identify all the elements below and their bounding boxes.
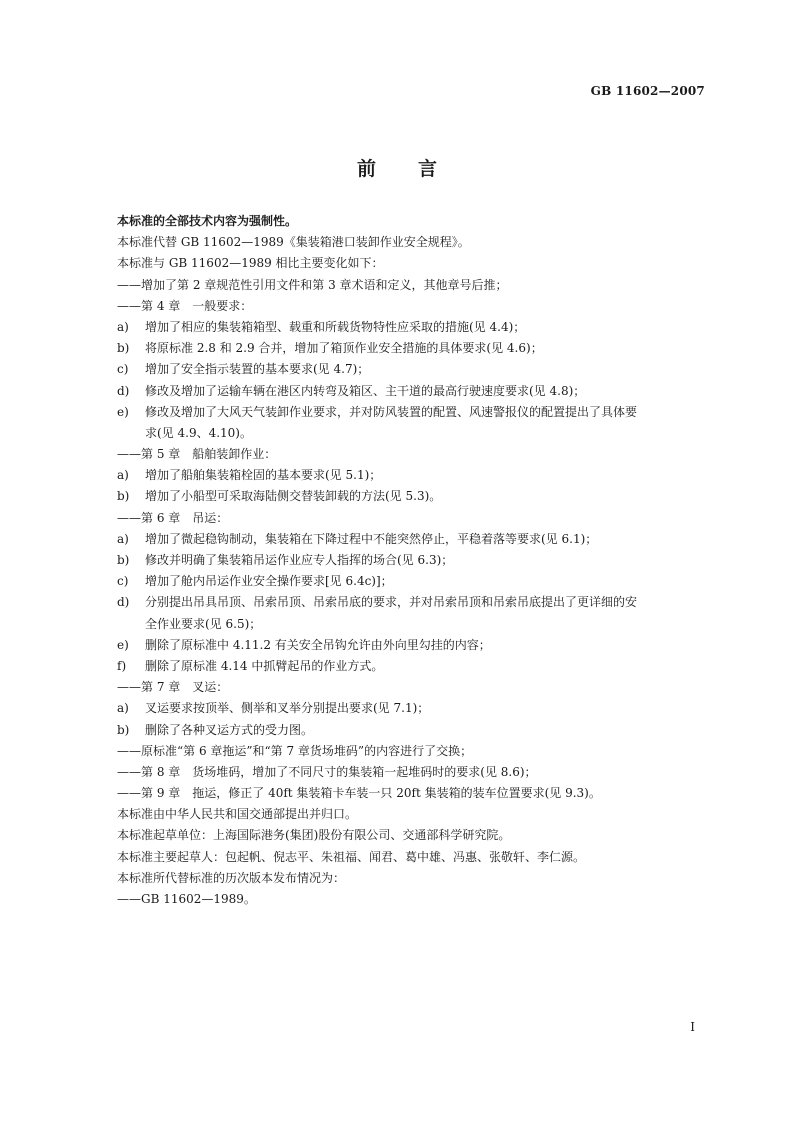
- list-item-text: [145, 592, 717, 634]
- page-title-char-1: 前: [356, 158, 376, 180]
- dash-item-chapter-4: ——第 4 章 一般要求：: [117, 298, 253, 313]
- foreword-body: [117, 211, 717, 910]
- list-marker: a): [117, 531, 129, 546]
- list-marker: a): [117, 468, 129, 483]
- list-item-text: 增加了舱内吊运作业安全操作要求[见 6.4c)]；: [145, 574, 393, 589]
- list-item-text-line-2: 全作业要求(见 6.5)；: [145, 616, 262, 631]
- list-marker: e): [117, 404, 129, 419]
- list-marker: e): [117, 637, 129, 652]
- page-number: I: [690, 1020, 695, 1034]
- list-item-text: 修改及增加了运输车辆在港区内转弯及箱区、主干道的最高行驶速度要求(见 4.8)；: [145, 383, 586, 398]
- list-marker: b): [117, 553, 130, 567]
- list-item-text-line-2: 求(见 4.9、4.10)。: [145, 425, 252, 440]
- list-item: [117, 635, 717, 656]
- list-item-text: [145, 402, 717, 444]
- list-marker: b): [117, 341, 130, 356]
- list-marker: b): [117, 489, 130, 504]
- list-item-text: 增加了相应的集装箱箱型、载重和所载货物特性应采取的措施(见 4.4)；: [145, 319, 526, 334]
- list-item-text: 删除了各种叉运方式的受力图。: [145, 722, 314, 737]
- dash-item-chapter-6: ——第 6 章 吊运：: [117, 510, 229, 525]
- list-item: [117, 402, 717, 444]
- paragraph-version-history: 本标准所代替标准的历次版本发布情况为：: [117, 870, 346, 885]
- dash-item-previous-version: ——GB 11602—1989。: [117, 892, 256, 906]
- list-marker: d): [117, 383, 130, 398]
- list-item-text: 增加了安全指示装置的基本要求(见 4.7)；: [145, 362, 370, 377]
- list-item-text: 删除了原标准 4.14 中抓臂起吊的作业方式。: [145, 658, 384, 673]
- list-item: [117, 720, 717, 741]
- list-item-text-line-1: 修改及增加了大风天气装卸作业要求，并对防风装置的配置、风速警报仪的配置提出了具体要: [145, 404, 638, 419]
- list-item-text: 增加了小船型可采取海陆侧交替装卸载的方法(见 5.3)。: [145, 489, 442, 504]
- list-item: [117, 359, 717, 380]
- list-marker: a): [117, 701, 129, 716]
- list-item: [117, 465, 717, 486]
- list-item: [117, 381, 717, 402]
- paragraph-changes-intro: 本标准与 GB 11602—1989 相比主要变化如下：: [117, 256, 384, 271]
- list-item-text: 修改并明确了集装箱吊运作业应专人指挥的场合(见 6.3)；: [145, 553, 454, 567]
- paragraph-proposer: 本标准由中华人民共和国交通部提出并归口。: [117, 807, 358, 822]
- paragraph-replaces: 本标准代替 GB 11602—1989《集装箱港口装卸作业安全规程》。: [117, 235, 470, 250]
- dash-item: ——增加了第 2 章规范性引用文件和第 3 章术语和定义，其他章号后推；: [117, 277, 508, 292]
- dash-item: ——原标准“第 6 章拖运”和“第 7 章货场堆码”的内容进行了交换；: [117, 743, 473, 758]
- list-item: [117, 592, 717, 634]
- list-marker: f): [117, 658, 127, 673]
- list-item: [117, 571, 717, 592]
- dash-item-chapter-7: ——第 7 章 叉运：: [117, 680, 229, 695]
- list-marker: c): [117, 362, 129, 377]
- list-marker: a): [117, 319, 129, 334]
- list-marker: c): [117, 574, 129, 589]
- list-item: [117, 486, 717, 507]
- list-marker: d): [117, 595, 130, 610]
- page-title: [0, 154, 794, 181]
- list-item: [117, 338, 717, 359]
- standard-number: GB 11602—2007: [590, 84, 705, 98]
- list-item: [117, 656, 717, 677]
- dash-item-chapter-9: ——第 9 章 拖运，修正了 40ft 集装箱卡车装一只 20ft 集装箱的装车位置要求(见 9.3)。: [117, 786, 601, 801]
- list-item: [117, 550, 717, 571]
- dash-item-chapter-8: ——第 8 章 货场堆码，增加了不同尺寸的集装箱一起堆码时的要求(见 8.6)；: [117, 764, 537, 779]
- page-title-char-2: 言: [418, 158, 438, 180]
- list-item-text: 叉运要求按顶举、侧举和叉举分别提出要求(见 7.1)；: [145, 701, 430, 716]
- list-item: [117, 529, 717, 550]
- list-item-text: 增加了船舶集装箱栓固的基本要求(见 5.1)；: [145, 468, 382, 483]
- paragraph-mandatory-statement: 本标准的全部技术内容为强制性。: [117, 214, 298, 228]
- list-marker: b): [117, 722, 130, 737]
- dash-item-chapter-5: ——第 5 章 船舶装卸作业：: [117, 447, 277, 462]
- list-item: [117, 317, 717, 338]
- list-item-text: 删除了原标准中 4.11.2 有关安全吊钩允许由外向里勾挂的内容；: [145, 637, 491, 652]
- paragraph-drafters: 本标准主要起草人：包起帆、倪志平、朱祖福、闻君、葛中雄、冯惠、张敬轩、李仁源。: [117, 849, 586, 864]
- list-item-text: 增加了微起稳钩制动，集装箱在下降过程中不能突然停止，平稳着落等要求(见 6.1)；: [145, 531, 598, 546]
- paragraph-drafting-unit: 本标准起草单位：上海国际港务(集团)股份有限公司、交通部科学研究院。: [117, 828, 511, 843]
- list-item-text: 将原标准 2.8 和 2.9 合并，增加了箱顶作业安全措施的具体要求(见 4.6)；: [145, 341, 543, 356]
- list-item: [117, 698, 717, 719]
- list-item-text-line-1: 分别提出吊具吊顶、吊索吊顶、吊索吊底的要求，并对吊索吊顶和吊索吊底提出了更详细的安: [145, 595, 638, 610]
